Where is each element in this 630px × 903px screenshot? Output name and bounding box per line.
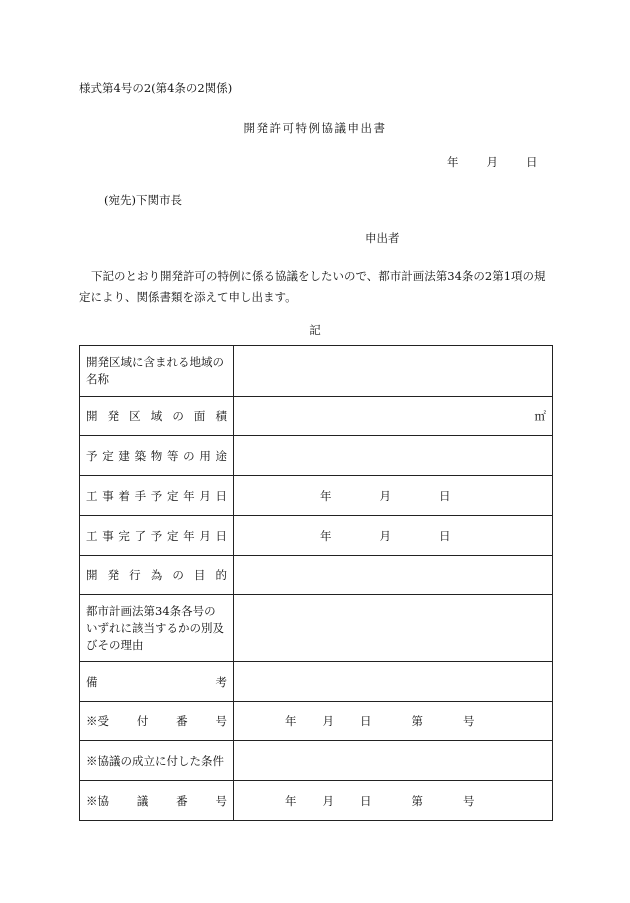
label-char: 事 xyxy=(102,528,114,543)
value-building-use[interactable] xyxy=(234,436,553,476)
label-char: 年 xyxy=(183,528,195,543)
rec-gou: 号 xyxy=(463,793,475,808)
label-char: 付 xyxy=(136,714,149,728)
label-char: 定 xyxy=(166,488,179,503)
body-text: 下記のとおり開発許可の特例に係る協議をしたいので、都市計画法第34条の2第1項の規定により、関係書類を添えて申し出ます。 xyxy=(79,269,546,304)
label-char: 着 xyxy=(118,488,130,503)
label-char: 了 xyxy=(134,528,147,543)
date-day: 日 xyxy=(526,155,538,169)
date-year: 年 xyxy=(447,155,459,169)
label-char: 号 xyxy=(215,714,227,728)
rec-year: 年 xyxy=(285,793,297,808)
table-row xyxy=(80,346,553,397)
ymd-year: 年 xyxy=(320,528,332,543)
label-char: 区 xyxy=(129,409,141,423)
table-row xyxy=(80,476,553,516)
label-char: 完 xyxy=(118,528,130,543)
form-number: 様式第4号の2(第4条の2関係) xyxy=(79,81,233,95)
table-row xyxy=(80,662,553,702)
label-char: 工 xyxy=(86,488,98,503)
label-char: の xyxy=(172,568,184,582)
label-applicable-clause: 都市計画法第34条各号のいずれに該当するかの別及びその理由 xyxy=(80,595,234,662)
ymd-day: 日 xyxy=(439,528,451,543)
label-char: 行 xyxy=(129,568,141,582)
table-row xyxy=(80,556,553,595)
value-receipt-number[interactable] xyxy=(234,702,553,741)
rec-year: 年 xyxy=(285,714,297,728)
rec-dai: 第 xyxy=(411,793,423,808)
label-receipt-number xyxy=(80,702,234,741)
rec-day: 日 xyxy=(360,793,372,808)
label-conditions: ※協議の成立に付した条件 xyxy=(80,741,234,781)
table-row xyxy=(80,702,553,741)
rec-month: 月 xyxy=(322,793,334,808)
label-remarks xyxy=(80,662,234,702)
label-char: の xyxy=(172,409,184,423)
value-area[interactable] xyxy=(234,397,553,436)
label-building-use xyxy=(80,436,234,476)
label-char: 事 xyxy=(102,488,114,503)
label-char: 号 xyxy=(215,793,227,808)
label-char: 発 xyxy=(107,409,120,423)
label-start-date xyxy=(80,476,234,516)
label-char: 面 xyxy=(193,409,206,423)
table-row xyxy=(80,741,553,781)
label-area xyxy=(80,397,234,436)
label-char: 用 xyxy=(199,448,211,463)
label-char: 備 xyxy=(86,674,98,689)
label-char: 定 xyxy=(166,528,179,543)
label-consultation-number xyxy=(80,781,234,821)
label-char: 為 xyxy=(150,568,163,582)
value-remarks[interactable] xyxy=(234,662,553,702)
label-char: 積 xyxy=(215,409,227,423)
label-char: 予 xyxy=(150,528,163,543)
application-table xyxy=(79,345,553,821)
label-char: 定 xyxy=(102,448,114,463)
value-completion-date[interactable] xyxy=(234,516,553,556)
label-completion-date xyxy=(80,516,234,556)
label-char: 年 xyxy=(183,488,195,503)
ymd-day: 日 xyxy=(439,488,451,503)
rec-day: 日 xyxy=(360,714,372,728)
label-char: 番 xyxy=(176,714,188,728)
table-row xyxy=(80,595,553,662)
rec-month: 月 xyxy=(322,714,334,728)
label-char: 予 xyxy=(86,448,98,463)
label-char: 域 xyxy=(150,409,163,423)
date-month: 月 xyxy=(486,155,498,169)
label-char: 建 xyxy=(118,448,130,463)
addressee: (宛先)下関市長 xyxy=(104,193,182,207)
label-char: 発 xyxy=(107,568,120,582)
label-char: 日 xyxy=(215,528,227,543)
label-char: 日 xyxy=(215,488,227,503)
table-row xyxy=(80,516,553,556)
date-line xyxy=(447,154,538,170)
applicant-label: 申出者 xyxy=(365,231,400,245)
label-char: ※受 xyxy=(86,714,109,728)
ymd-month: 月 xyxy=(379,488,391,503)
value-conditions[interactable] xyxy=(234,741,553,781)
label-char: 等 xyxy=(166,448,179,463)
table-row xyxy=(80,436,553,476)
value-purpose[interactable] xyxy=(234,556,553,595)
rec-dai: 第 xyxy=(411,714,423,728)
label-char: 開 xyxy=(86,568,98,582)
label-purpose xyxy=(80,556,234,595)
rec-gou: 号 xyxy=(463,714,475,728)
ymd-month: 月 xyxy=(379,528,391,543)
label-char: 工 xyxy=(86,528,98,543)
label-char: 途 xyxy=(215,448,227,463)
label-char: 月 xyxy=(199,528,211,543)
label-char: 築 xyxy=(134,448,147,463)
label-char: 議 xyxy=(136,793,149,808)
label-char: 予 xyxy=(150,488,163,503)
label-char: の xyxy=(183,448,195,463)
value-start-date[interactable] xyxy=(234,476,553,516)
label-region-name: 開発区域に含まれる地域の名称 xyxy=(80,346,234,397)
label-char: 開 xyxy=(86,409,98,423)
label-char: 月 xyxy=(199,488,211,503)
value-region-name[interactable] xyxy=(234,346,553,397)
value-applicable-clause[interactable] xyxy=(234,595,553,662)
label-char: 目 xyxy=(193,568,206,582)
value-consultation-number[interactable] xyxy=(234,781,553,821)
ymd-year: 年 xyxy=(320,488,332,503)
label-char: ※協 xyxy=(86,793,109,808)
label-char: 的 xyxy=(215,568,227,582)
label-char: 考 xyxy=(215,674,227,689)
unit-m2: ㎡ xyxy=(534,409,546,423)
label-char: 番 xyxy=(176,793,188,808)
ki-mark: 記 xyxy=(309,323,321,337)
table-row xyxy=(80,781,553,821)
table-row xyxy=(80,397,553,436)
document-title: 開発許可特例協議申出書 xyxy=(243,121,387,135)
label-char: 手 xyxy=(134,488,147,503)
label-char: 物 xyxy=(150,448,163,463)
